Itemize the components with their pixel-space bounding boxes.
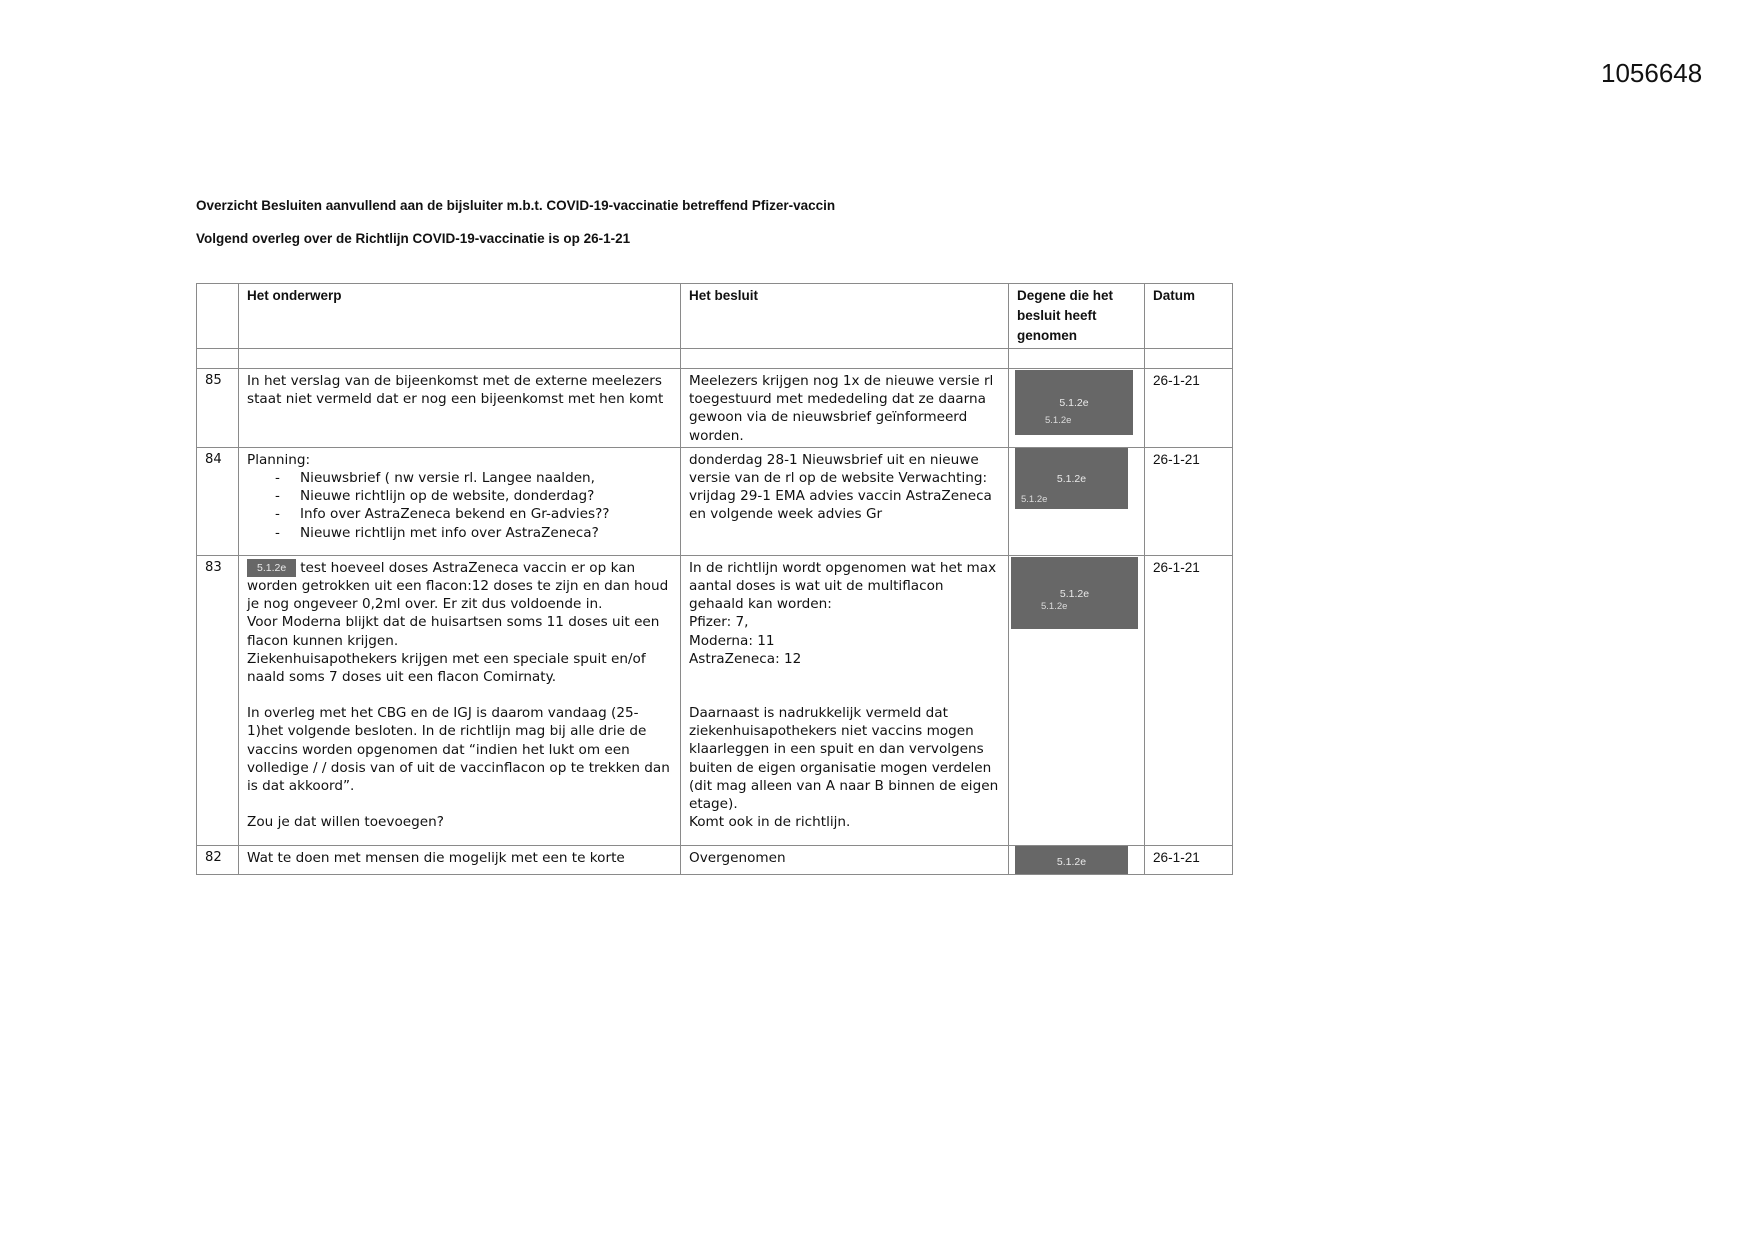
doses-item: AstraZeneca: 12 (689, 650, 802, 667)
row-decision: Meelezers krijgen nog 1x de nieuwe versie rl toegestuurd met mededeling dat ze daarna gewoon via de nieuwsbrief geïnformeerd worden. (681, 369, 1009, 448)
row-decider (1009, 369, 1145, 448)
redaction-block: 5.1.2e 5.1.2e (1015, 370, 1133, 435)
redaction-block: 5.1.2e 5.1.2e (1015, 448, 1128, 509)
row-date: 26-1-21 (1145, 555, 1233, 845)
header-decision: Het besluit (681, 284, 1009, 349)
header-decider: Degene die het besluit heeft genomen (1009, 284, 1145, 349)
list-item: - Nieuwsbrief ( nw versie rl. Langee naalden, (275, 469, 672, 487)
doses-item: Moderna: 11 (689, 632, 775, 649)
table-row (197, 447, 1233, 555)
row-date: 26-1-21 (1145, 369, 1233, 448)
row-subject: 5.1.2e test hoeveel doses AstraZeneca vaccin er op kan worden getrokken uit een flacon:12 doses te zijn en dan houd je nog ongeveer 0,2ml over. Er zit dus voldoende in. Voor Moderna blijkt dat de huisartsen soms 11 doses uit een flacon kunnen krijgen. Ziekenhuisapothekers krijgen met een speciale spuit en/of naald soms 7 doses uit een flacon Comirnaty. In overleg met het CBG en de IGJ is daarom vandaag (25-1)het volgende besloten. In de richtlijn mag bij alle drie de vaccins worden opgenomen dat “indien het lukt om een volledige / / dosis van of uit de vaccinflacon op te trekken dan is dat akkoord”. Zou je dat willen toevoegen? (239, 555, 681, 845)
row-subject: Planning: - Nieuwsbrief ( nw versie rl. Langee naalden, - Nieuwe richtlijn op de website, donderdag? - Info over AstraZeneca bekend en Gr-advies?? - Nieuwe richtlijn met info over AstraZeneca? (239, 447, 681, 555)
redaction-block: 5.1.2e (247, 559, 296, 577)
row-date: 26-1-21 (1145, 447, 1233, 555)
row-decider (1009, 845, 1145, 874)
table-row (197, 555, 1233, 845)
table-header-row (197, 284, 1233, 349)
header-date: Datum (1145, 284, 1233, 349)
planning-list (247, 469, 672, 542)
header-subject: Het onderwerp (239, 284, 681, 349)
table-row (197, 369, 1233, 448)
list-item: - Nieuwe richtlijn op de website, donderdag? (275, 487, 672, 505)
row-number: 83 (197, 555, 239, 845)
row-date: 26-1-21 (1145, 845, 1233, 874)
document-title: Overzicht Besluiten aanvullend aan de bijsluiter m.b.t. COVID-19-vaccinatie betreffend Pfizer-vaccin (196, 198, 836, 213)
row-number: 82 (197, 845, 239, 874)
redaction-block: 5.1.2e (1015, 846, 1128, 874)
document-subtitle: Volgend overleg over de Richtlijn COVID-19-vaccinatie is op 26-1-21 (196, 231, 631, 246)
row-number: 84 (197, 447, 239, 555)
row-decider (1009, 555, 1145, 845)
document-number: 1056648 (1601, 58, 1703, 88)
list-item: - Info over AstraZeneca bekend en Gr-advies?? (275, 505, 672, 523)
row-subject: Wat te doen met mensen die mogelijk met een te korte (239, 845, 681, 874)
row-decision: Overgenomen (681, 845, 1009, 874)
table-row (197, 845, 1233, 874)
list-item: - Nieuwe richtlijn met info over AstraZeneca? (275, 524, 672, 542)
table-spacer-row (197, 349, 1233, 369)
decisions-table (196, 283, 1233, 875)
header-num (197, 284, 239, 349)
row-number: 85 (197, 369, 239, 448)
row-subject: In het verslag van de bijeenkomst met de externe meelezers staat niet vermeld dat er nog een bijeenkomst met hen komt (239, 369, 681, 448)
row-decision: donderdag 28-1 Nieuwsbrief uit en nieuwe versie van de rl op de website Verwachting: vrijdag 29-1 EMA advies vaccin AstraZeneca en volgende week advies Gr (681, 447, 1009, 555)
row-decider (1009, 447, 1145, 555)
redaction-block: 5.1.2e 5.1.2e (1011, 557, 1138, 629)
row-decision: In de richtlijn wordt opgenomen wat het max aantal doses is wat uit de multiflacon gehaald kan worden: Pfizer: 7, Moderna: 11 AstraZeneca: 12 Daarnaast is nadrukkelijk vermeld dat ziekenhuisapothekers niet vaccins mogen klaarleggen in een spuit en dan vervolgens buiten de eigen organisatie mogen verdelen (dit mag alleen van A naar B binnen de eigen etage). Komt ook in de richtlijn. (681, 555, 1009, 845)
doses-item: Pfizer: 7, (689, 614, 749, 631)
